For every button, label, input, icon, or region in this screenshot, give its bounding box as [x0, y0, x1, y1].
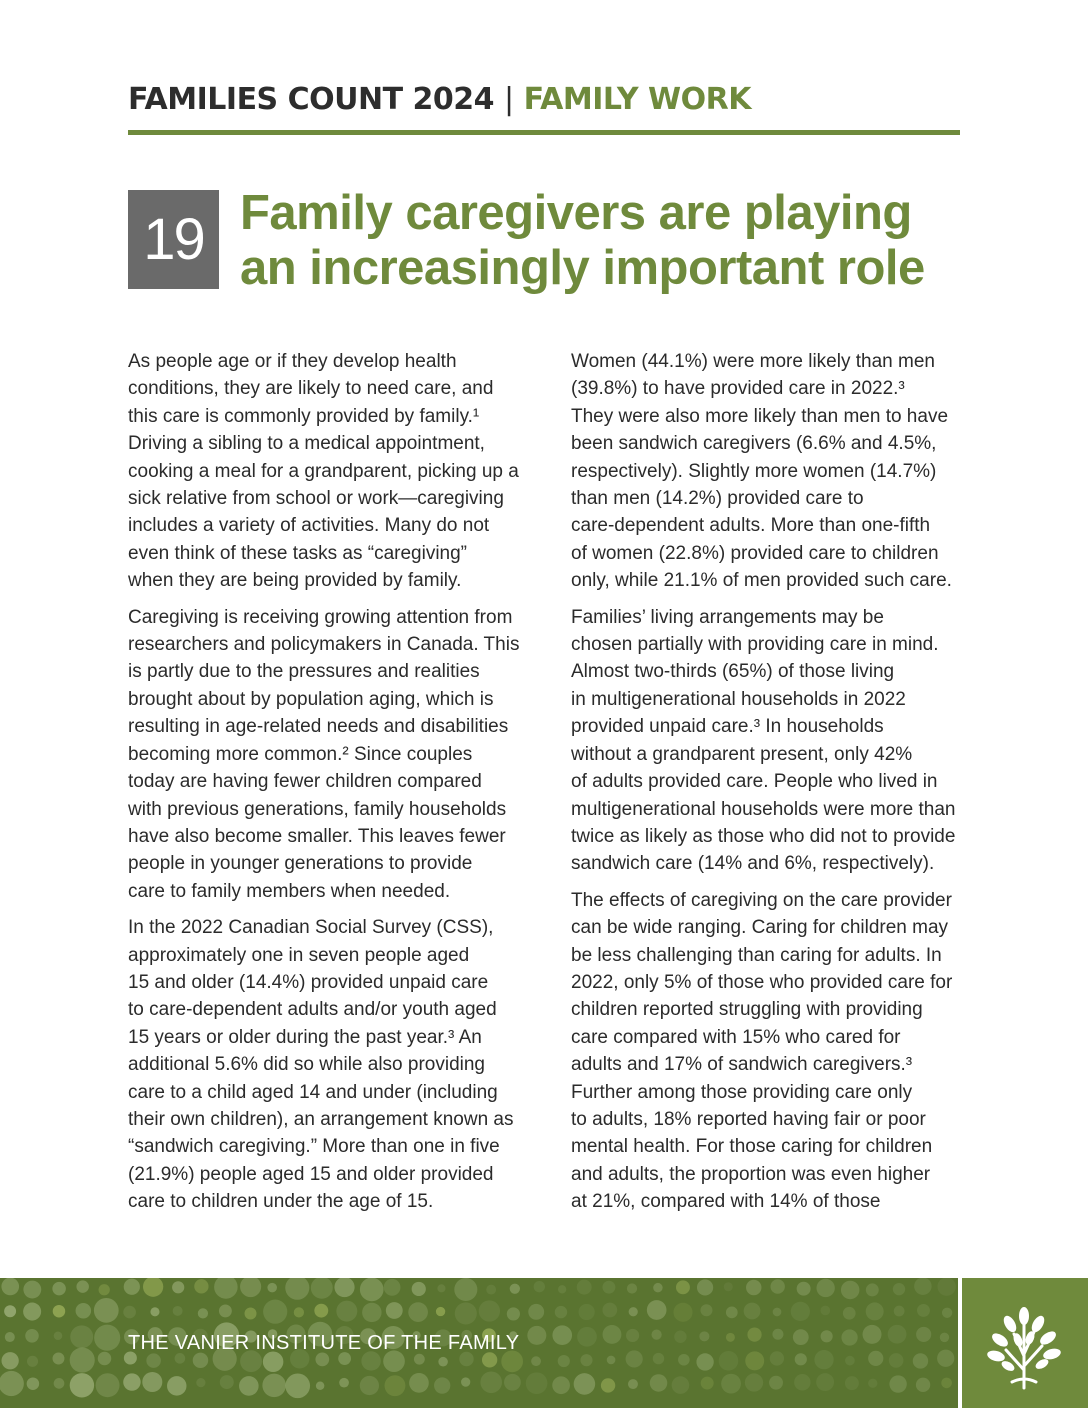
decorative-dot [294, 1307, 304, 1317]
decorative-dot [696, 1353, 713, 1370]
decorative-dot [746, 1280, 761, 1295]
decorative-dot [868, 1351, 883, 1366]
text-line: care to a child aged 14 and under (including [128, 1081, 498, 1103]
figure-number-badge: 19 [128, 190, 219, 289]
decorative-dot [769, 1376, 783, 1390]
text-line: sick relative from school or work—caregiving [128, 488, 504, 510]
text-line: The effects of caregiving on the care provider [571, 889, 952, 911]
text-line: resulting in age-related needs and disabilities [128, 716, 509, 738]
text-line: of adults provided care. People who lived in [571, 771, 938, 793]
text-line: 15 and older (14.4%) provided unpaid care [128, 971, 489, 993]
text-line: provided unpaid care.³ In households [571, 716, 884, 738]
decorative-dot [53, 1353, 65, 1365]
decorative-dot [602, 1303, 617, 1318]
paragraph [571, 887, 973, 1216]
decorative-dot [54, 1331, 63, 1340]
text-line: in multigenerational households in 2022 [571, 688, 906, 710]
decorative-dot [23, 1281, 41, 1299]
decorative-dot [700, 1304, 712, 1316]
decorative-dot [214, 1278, 238, 1299]
decorative-dot [601, 1378, 615, 1392]
decorative-dot [868, 1379, 877, 1388]
organization-name: THE VANIER INSTITUTE OF THE FAMILY [128, 1332, 520, 1354]
decorative-dot [150, 1307, 159, 1316]
decorative-dot [647, 1300, 667, 1320]
decorative-dot [914, 1278, 931, 1295]
text-line: can be wide ranging. Caring for children may [571, 917, 949, 939]
text-line: Families’ living arrangements may be [571, 606, 884, 628]
decorative-dot [845, 1376, 859, 1390]
text-line: than men (14.2%) provided care to [571, 488, 864, 510]
decorative-dot [674, 1331, 686, 1343]
decorative-dot [629, 1307, 638, 1316]
decorative-dot [602, 1281, 615, 1294]
text-line: their own children), an arrangement known as [128, 1108, 514, 1130]
text-line: and adults, the proportion was even higher [571, 1163, 931, 1185]
text-line: children reported struggling with providing [571, 999, 923, 1021]
decorative-dot [285, 1278, 309, 1300]
decorative-dot [172, 1281, 184, 1293]
decorative-dot [650, 1374, 668, 1392]
decorative-dot [745, 1351, 764, 1370]
decorative-dot [794, 1374, 810, 1390]
decorative-dot [888, 1325, 907, 1344]
decorative-dot [531, 1356, 541, 1366]
decorative-dot [507, 1307, 520, 1320]
paragraph [571, 348, 973, 595]
decorative-dot [745, 1373, 763, 1391]
text-line: of women (22.8%) provided care to children [571, 542, 939, 564]
paragraph [128, 348, 530, 595]
logo-panel [962, 1278, 1088, 1408]
decorative-dot [816, 1279, 834, 1297]
decorative-dot [701, 1377, 714, 1390]
text-line: researchers and policymakers in Canada. This [128, 634, 520, 656]
text-line: to care-dependent adults and/or youth aged [128, 999, 497, 1021]
decorative-dot [579, 1304, 595, 1320]
decorative-dot [795, 1353, 807, 1365]
decorative-dot [360, 1278, 384, 1301]
text-line: be less challenging than caring for adults. In [571, 944, 942, 966]
text-line: twice as likely as those who did not to provide [571, 825, 956, 847]
decorative-dot [285, 1373, 310, 1398]
decorative-dot [240, 1278, 261, 1297]
decorative-dot [699, 1331, 709, 1341]
decorative-dot [479, 1300, 500, 1321]
paragraph [128, 914, 530, 1215]
decorative-dot [580, 1354, 592, 1366]
text-line: Further among those providing care only [571, 1081, 913, 1103]
decorative-dot [676, 1280, 690, 1294]
text-line: Almost two-thirds (65%) of those living [571, 661, 895, 683]
decorative-dot [434, 1377, 450, 1393]
decorative-dot [916, 1378, 930, 1392]
text-line: care-dependent adults. More than one-fifth [571, 515, 931, 537]
decorative-dot [70, 1325, 93, 1348]
decorative-dot [894, 1306, 905, 1317]
decorative-dot [574, 1373, 596, 1395]
decorative-dot [791, 1302, 810, 1321]
decorative-dot [626, 1350, 643, 1367]
decorative-dot [773, 1308, 782, 1317]
text-line: multigenerational households were more than [571, 798, 956, 820]
text-line: cooking a meal for a grandparent, picking up a [128, 460, 519, 482]
text-line: when they are being provided by family. [128, 570, 462, 592]
decorative-dot [0, 1371, 24, 1396]
tree-icon [962, 1278, 1088, 1408]
text-line: even think of these tasks as “caregiving” [128, 542, 468, 564]
decorative-dot [866, 1283, 879, 1296]
page-title [240, 186, 960, 296]
decorative-dot [820, 1306, 830, 1316]
decorative-dot [504, 1374, 521, 1391]
decorative-dot [311, 1278, 333, 1299]
text-line: this care is commonly provided by family.¹ [128, 405, 480, 427]
decorative-dot [626, 1329, 639, 1342]
text-line: respectively). Slightly more women (14.7%) [571, 460, 937, 482]
text-line: additional 5.6% did so while also providing [128, 1054, 486, 1076]
text-line: sandwich care (14% and 6%, respectively). [571, 853, 935, 875]
decorative-dot [678, 1354, 690, 1366]
decorative-dot [534, 1281, 545, 1292]
decorative-dot [316, 1381, 325, 1390]
text-line: only, while 21.1% of men provided such care. [571, 570, 952, 592]
decorative-dot [98, 1352, 111, 1365]
decorative-dot [607, 1356, 616, 1365]
decorative-dot [245, 1308, 257, 1320]
decorative-dot [673, 1303, 692, 1322]
decorative-dot [123, 1306, 136, 1319]
decorative-dot [889, 1353, 904, 1368]
decorative-dot [143, 1278, 163, 1297]
decorative-dot [53, 1305, 65, 1317]
text-line: In the 2022 Canadian Social Survey (CSS), [128, 917, 494, 939]
text-line: Women (44.1%) were more likely than men [571, 351, 935, 372]
decorative-dot [672, 1376, 690, 1394]
section-title: FAMILY WORK [523, 82, 751, 117]
decorative-dot [770, 1351, 784, 1365]
decorative-dot [889, 1375, 906, 1392]
text-line: to adults, 18% reported having fair or poor [571, 1108, 926, 1130]
text-line: without a grandparent present, only 42% [571, 743, 913, 765]
decorative-dot [772, 1329, 783, 1340]
text-line: includes a variety of activities. Many do not [128, 515, 490, 537]
decorative-dot [845, 1356, 855, 1366]
decorative-dot [726, 1333, 735, 1342]
decorative-dot [528, 1304, 544, 1320]
decorative-dot [123, 1373, 140, 1390]
decorative-dot [25, 1329, 39, 1343]
decorative-dot [54, 1378, 65, 1389]
header-separator: | [504, 82, 514, 117]
text-line: have also become smaller. This leaves fewer [128, 825, 506, 847]
decorative-dot [816, 1373, 834, 1391]
decorative-dot [721, 1374, 741, 1394]
decorative-dot [770, 1279, 784, 1293]
decorative-dot [937, 1278, 955, 1296]
decorative-dot [843, 1307, 856, 1320]
decorative-dot [793, 1329, 809, 1345]
decorative-dot [173, 1306, 183, 1316]
decorative-dot [27, 1356, 38, 1367]
decorative-dot [339, 1378, 349, 1388]
text-line: 15 years or older during the past year.³ An [128, 1026, 482, 1048]
decorative-dot [438, 1357, 448, 1367]
text-line: is partly due to the pressures and realities [128, 661, 480, 683]
decorative-dot [384, 1279, 401, 1296]
decorative-dot [70, 1348, 95, 1373]
decorative-dot [436, 1307, 445, 1316]
text-line: adults and 17% of sandwich caregivers.³ [571, 1054, 913, 1076]
decorative-dot [385, 1375, 406, 1396]
decorative-dot [94, 1325, 120, 1351]
decorative-dot [941, 1378, 952, 1389]
decorative-dot [99, 1284, 110, 1295]
decorative-dot [724, 1282, 733, 1291]
text-line: at 21%, compared with 14% of those [571, 1191, 881, 1213]
decorative-dot [94, 1298, 119, 1323]
left-column [128, 348, 530, 1225]
decorative-dot [336, 1301, 357, 1322]
decorative-dot [461, 1377, 470, 1386]
decorative-dot [577, 1280, 592, 1295]
title-line: an increasingly important role [240, 241, 925, 295]
decorative-dot [5, 1332, 15, 1342]
decorative-dot [239, 1376, 259, 1396]
decorative-dot [527, 1326, 546, 1345]
text-line: care to children under the age of 15. [128, 1191, 434, 1213]
decorative-dot [577, 1327, 597, 1347]
text-line: 2022, only 5% of those who provided care for [571, 971, 953, 993]
decorative-dot [480, 1371, 502, 1393]
decorative-dot [552, 1376, 570, 1394]
decorative-dot [262, 1374, 286, 1398]
decorative-dot [146, 1353, 161, 1368]
decorative-dot [797, 1282, 811, 1296]
decorative-dot [526, 1372, 548, 1394]
text-line: Caregiving is receiving growing attention from [128, 606, 513, 628]
text-line: care compared with 15% who cared for [571, 1026, 901, 1048]
text-line: chosen partially with providing care in mind. [571, 634, 939, 656]
decorative-dot [76, 1280, 88, 1292]
decorative-dot [220, 1375, 234, 1389]
decorative-dot [558, 1285, 566, 1293]
decorative-dot [1, 1278, 19, 1295]
text-line: approximately one in seven people aged [128, 944, 470, 966]
decorative-dot [747, 1327, 761, 1341]
right-column [571, 348, 973, 1225]
decorative-dot [408, 1302, 428, 1322]
decorative-dot [942, 1308, 952, 1318]
decorative-dot [841, 1281, 859, 1299]
text-line: mental health. For those caring for children [571, 1136, 933, 1158]
decorative-dot [412, 1282, 426, 1296]
decorative-dot [866, 1302, 884, 1320]
decorative-dot [196, 1378, 205, 1387]
decorative-dot [4, 1305, 16, 1317]
text-line: As people age or if they develop health [128, 351, 457, 372]
text-line: becoming more common.² Since couples [128, 743, 473, 765]
decorative-dot [558, 1355, 570, 1367]
decorative-dot [167, 1376, 186, 1395]
decorative-dot [697, 1279, 713, 1295]
decorative-dot [653, 1353, 664, 1364]
paragraph [128, 604, 530, 905]
decorative-dot [96, 1373, 120, 1397]
decorative-dot [821, 1330, 833, 1342]
text-line: today are having fewer children compared [128, 771, 482, 793]
decorative-dot [219, 1304, 232, 1317]
text-line: Driving a sibling to a medical appointment, [128, 433, 485, 455]
decorative-dot [913, 1353, 928, 1368]
decorative-dot [267, 1283, 277, 1293]
decorative-dot [454, 1278, 477, 1301]
decorative-dot [70, 1373, 94, 1397]
decorative-dot [23, 1303, 41, 1321]
title-line: Family caregivers are playing [240, 186, 912, 240]
decorative-dot [314, 1304, 328, 1318]
decorative-dot [916, 1327, 931, 1342]
decorative-dot [510, 1284, 520, 1294]
decorative-dot [142, 1372, 162, 1392]
decorative-dot [362, 1303, 381, 1322]
decorative-dot [603, 1325, 622, 1344]
decorative-dot [198, 1308, 208, 1318]
decorative-dot [917, 1304, 930, 1317]
decorative-dot [940, 1333, 949, 1342]
decorative-dot [76, 1303, 92, 1319]
text-line: (21.9%) people aged 15 and older provided [128, 1163, 494, 1185]
text-line: been sandwich caregivers (6.6% and 4.5%, [571, 433, 937, 455]
paragraph [571, 604, 973, 878]
decorative-dot [486, 1285, 496, 1295]
decorative-dot [263, 1300, 287, 1324]
decorative-dot [726, 1306, 738, 1318]
decorative-dot [552, 1325, 572, 1345]
decorative-dot [627, 1283, 637, 1293]
text-line: conditions, they are likely to need care, and [128, 378, 494, 400]
text-line: brought about by population aging, which is [128, 688, 494, 710]
decorative-dot [414, 1354, 425, 1365]
decorative-dot [937, 1350, 954, 1367]
text-line: (39.8%) to have provided care in 2022.³ [571, 378, 905, 400]
decorative-dot [814, 1350, 833, 1369]
decorative-dot [653, 1283, 662, 1292]
decorative-dot [360, 1376, 379, 1395]
series-title: FAMILIES COUNT 2024 [128, 82, 494, 117]
text-line: people in younger generations to provide [128, 853, 473, 875]
decorative-dot [555, 1306, 567, 1318]
decorative-dot [437, 1284, 445, 1292]
header-rule [128, 130, 960, 135]
text-line: with previous generations, family households [128, 798, 507, 820]
text-line: “sandwich caregiving.” More than one in five [128, 1136, 500, 1158]
decorative-dot [744, 1303, 761, 1320]
decorative-dot [386, 1302, 403, 1319]
text-line: care to family members when needed. [128, 880, 451, 902]
decorative-dot [719, 1351, 739, 1371]
decorative-dot [841, 1329, 857, 1345]
decorative-dot [194, 1279, 208, 1293]
decorative-dot [52, 1282, 65, 1295]
decorative-dot [27, 1377, 39, 1389]
decorative-dot [651, 1330, 661, 1340]
decorative-dot [628, 1379, 638, 1389]
decorative-dot [455, 1302, 477, 1324]
decorative-dot [863, 1325, 882, 1344]
decorative-dot [124, 1279, 140, 1295]
decorative-dot [893, 1283, 905, 1295]
decorative-dot [409, 1373, 429, 1393]
decorative-dot [1, 1352, 18, 1369]
decorative-dot [334, 1278, 354, 1297]
text-line: They were also more likely than men to have [571, 405, 949, 427]
report-header [128, 82, 960, 117]
